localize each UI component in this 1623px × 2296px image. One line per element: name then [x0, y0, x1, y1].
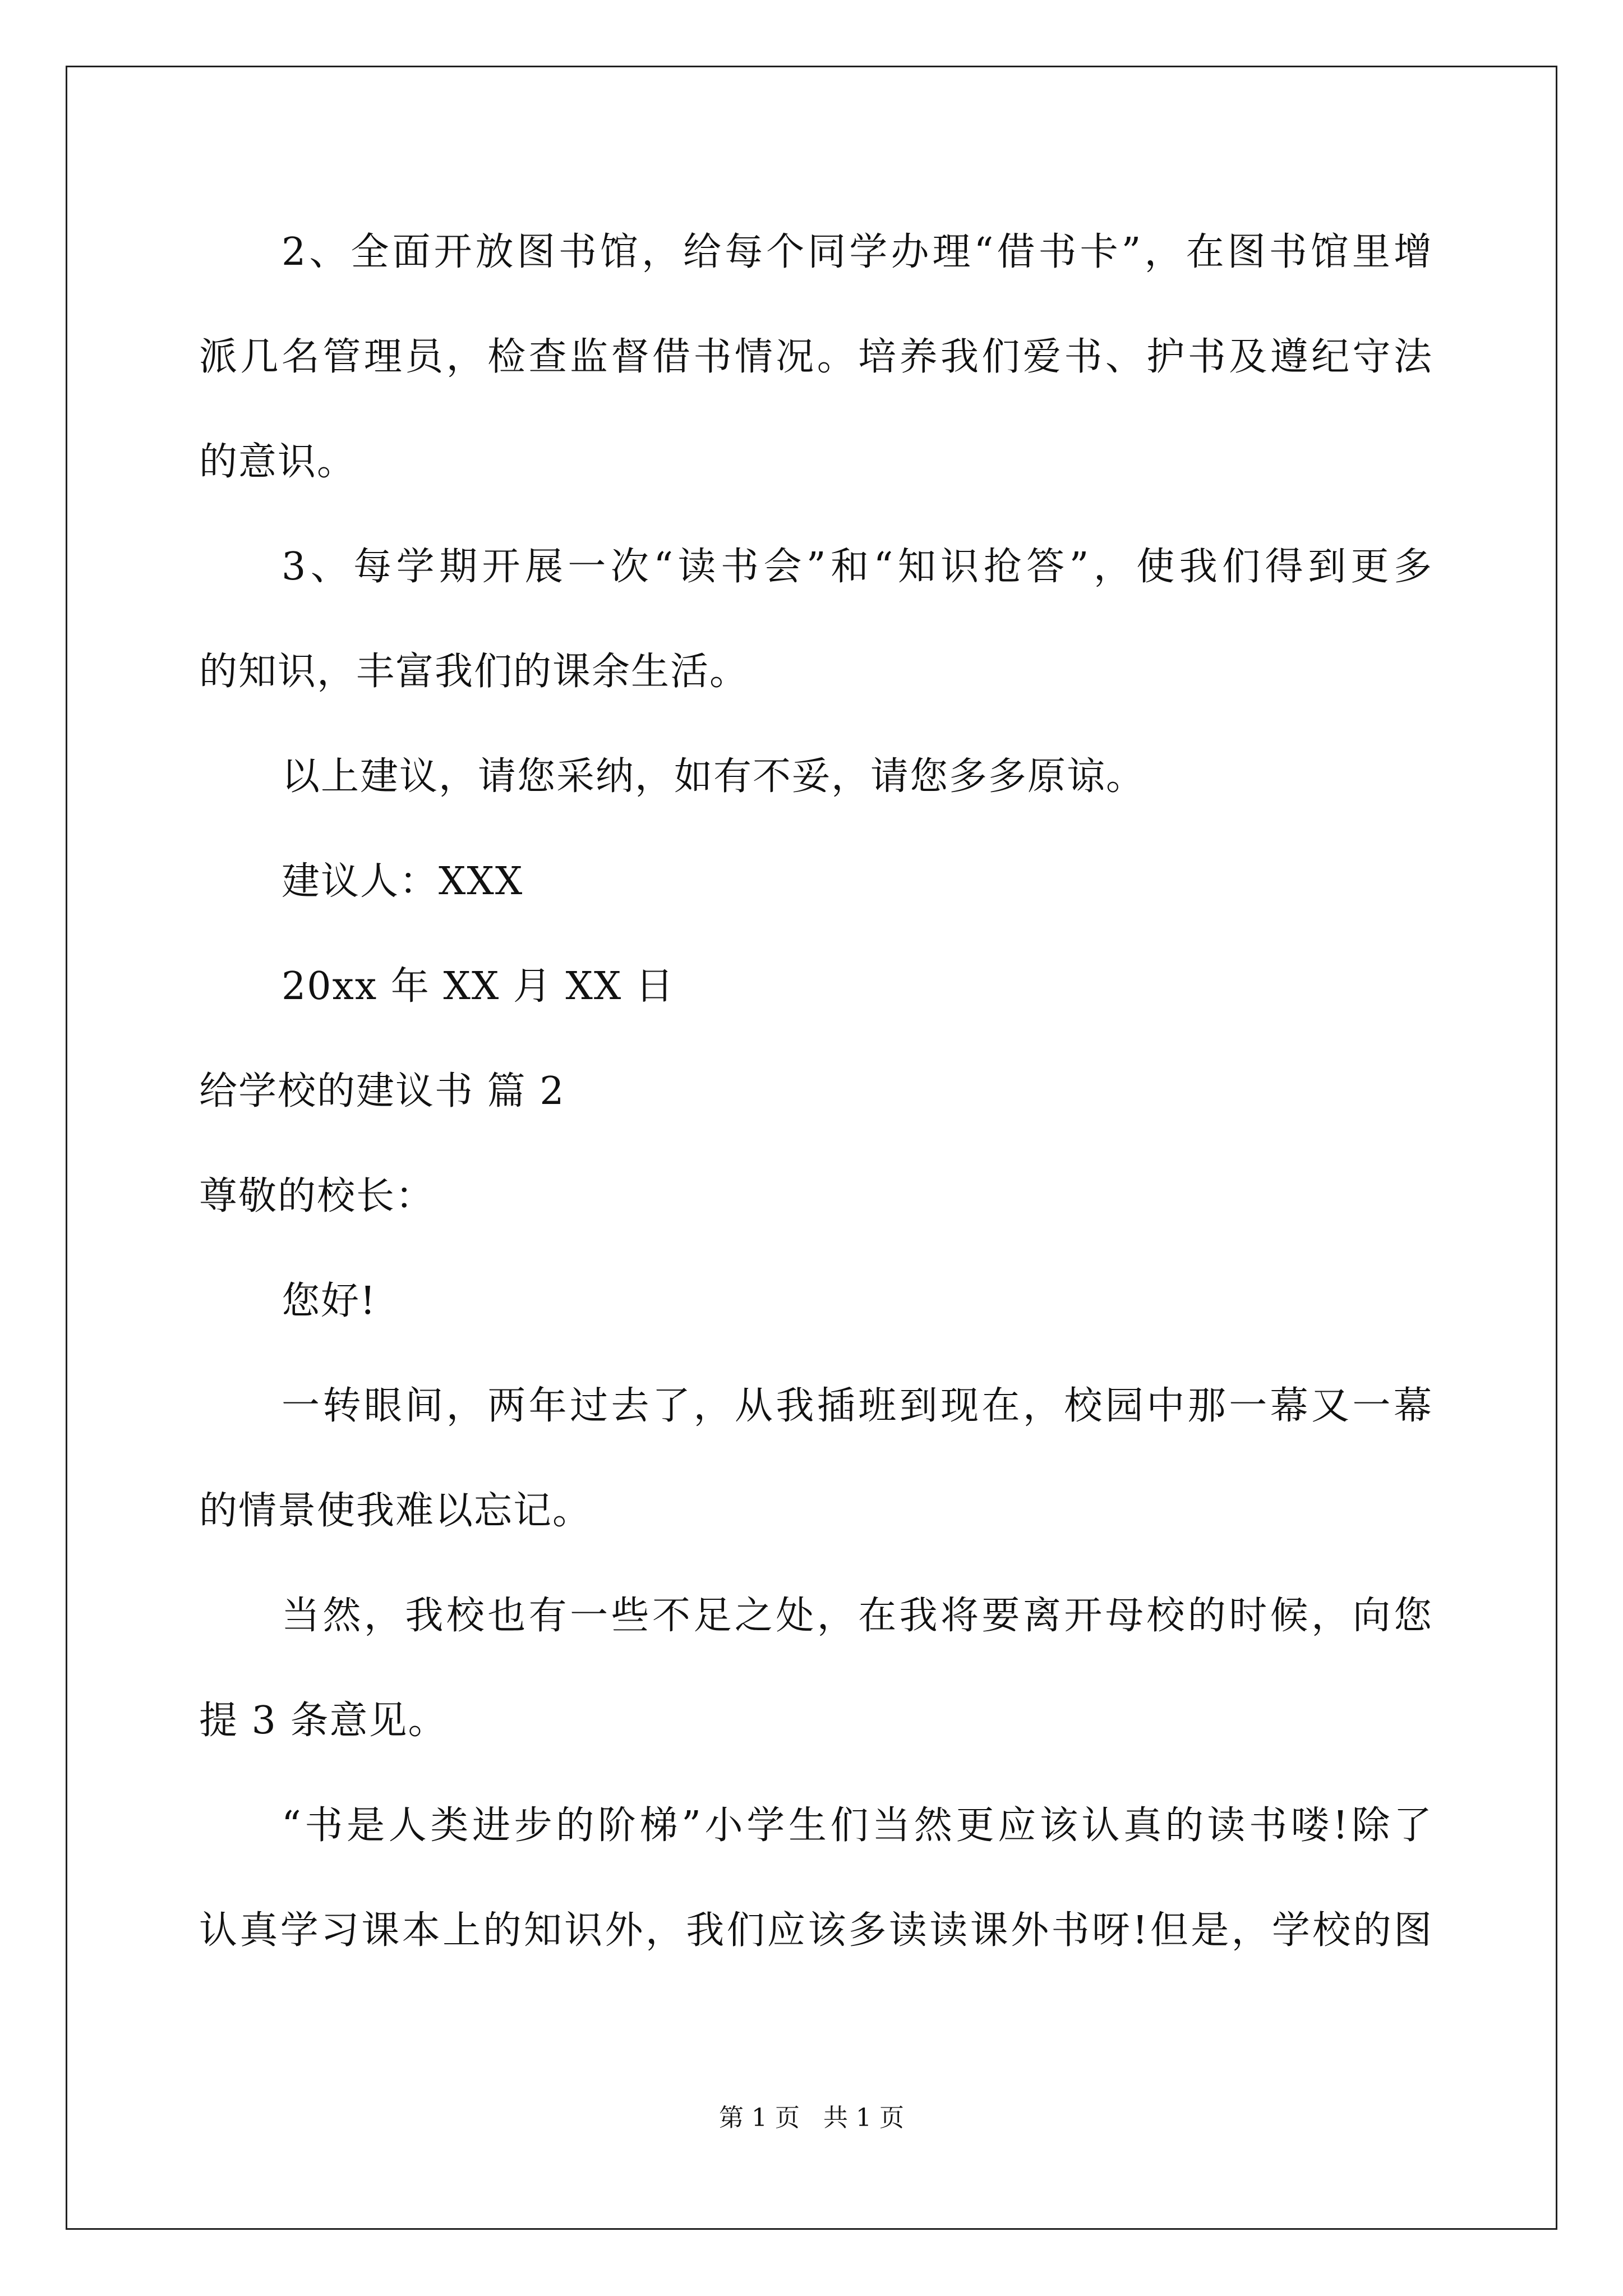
- paragraph-line: 的知识，丰富我们的课余生活。: [199, 650, 749, 694]
- paragraph-line: 一转眼间，两年过去了，从我插班到现在，校园中那一幕又一幕: [282, 1384, 1433, 1428]
- paragraph-line: “书是人类进步的阶梯”小学生们当然更应该认真的读书喽!除了: [282, 1803, 1433, 1848]
- paragraph-line: 的意识。: [199, 440, 357, 484]
- signature-line: 建议人：XXX: [282, 859, 524, 904]
- section-title: 给学校的建议书 篇 2: [199, 1069, 565, 1114]
- paragraph-line: 3、每学期开展一次“读书会”和“知识抢答”，使我们得到更多: [282, 545, 1433, 589]
- paragraph-line: 提 3 条意见。: [199, 1699, 448, 1743]
- salutation: 尊敬的校长：: [199, 1174, 435, 1218]
- paragraph-line: 认真学习课本上的知识外，我们应该多读读课外书呀!但是，学校的图: [199, 1908, 1433, 1953]
- paragraph-line: 派几名管理员，检查监督借书情况。培养我们爱书、护书及遵纪守法: [199, 335, 1433, 379]
- paragraph-line: 2、全面开放图书馆，给每个同学办理“借书卡”，在图书馆里增: [282, 230, 1433, 274]
- paragraph-line: 以上建议，请您采纳，如有不妥，请您多多原谅。: [282, 754, 1146, 799]
- paragraph-line: 的情景使我难以忘记。: [199, 1489, 592, 1533]
- date-line: 20xx 年 XX 月 XX 日: [282, 964, 675, 1009]
- page-total: 共 1 页: [823, 2104, 904, 2132]
- page-footer: [0, 2101, 1623, 2135]
- greeting: 您好!: [282, 1279, 377, 1323]
- page-number: 第 1 页: [719, 2104, 800, 2132]
- paragraph-line: 当然，我校也有一些不足之处，在我将要离开母校的时候，向您: [282, 1594, 1433, 1638]
